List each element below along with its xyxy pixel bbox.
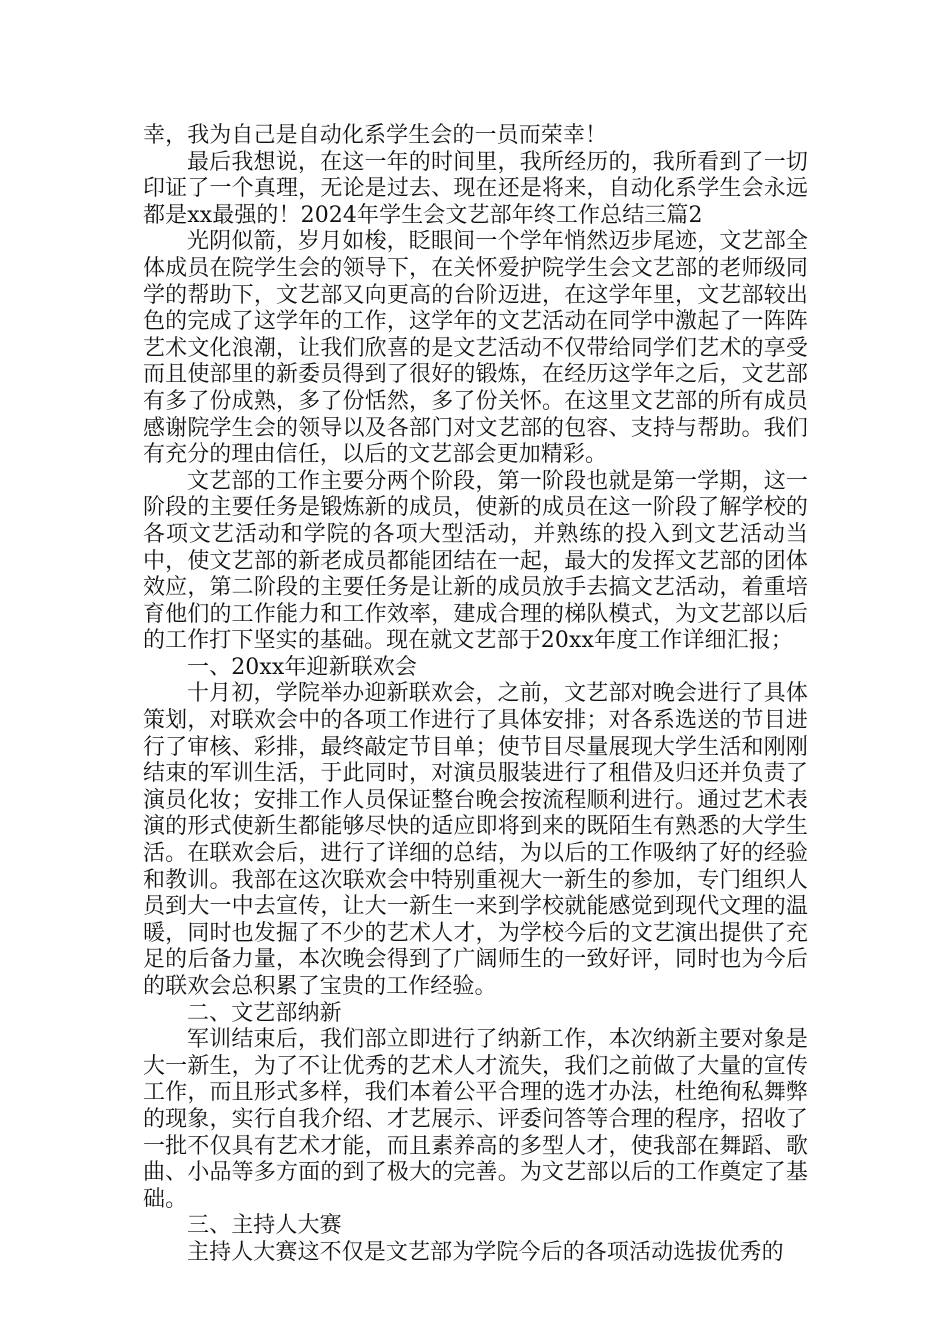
paragraph-work-stages: 文艺部的工作主要分两个阶段，第一阶段也就是第一学期，这一阶段的主要任务是锻炼新的成员，使新的成员在这一阶段了解学校的各项文艺活动和学院的各项大型活动，并熟练的投入到文艺活动当中，使文艺部的新老成员都能团结在一起，最大的发挥文艺部的团体效应，第二阶段的主要任务是让新的成员放手去搞文艺活动，着重培育他们的工作能力和工作效率，建成合理的梯队模式，为文艺部以后的工作打下坚实的基础。现在就文艺部于20xx年度工作详细汇报； (143, 468, 808, 654)
paragraph-intro: 光阴似箭，岁月如梭，眨眼间一个学年悄然迈步尾迹，文艺部全体成员在院学生会的领导下，在关怀爱护院学生会文艺部的老师级同学的帮助下，文艺部又向更高的台阶迈进，在这学年里，文艺部较出色的完成了这学年的工作，这学年的文艺活动在同学中激起了一阵阵艺术文化浪潮，让我们欣喜的是文艺活动不仅带给同学们艺术的享受而且使部里的新委员得到了很好的锻炼，在经历这学年之后，文艺部有多了份成熟，多了份恬然，多了份关怀。在这里文艺部的所有成员感谢院学生会的领导以及各部门对文艺部的包容、支持与帮助。我们有充分的理由信任，以后的文艺部会更加精彩。 (143, 229, 808, 468)
paragraph-closing-remarks: 最后我想说，在这一年的时间里，我所经历的，我所看到了一切印证了一个真理，无论是过去、现在还是将来，自动化系学生会永远都是xx最强的！2024年学生会文艺部年终工作总结三篇2 (143, 149, 808, 228)
section-heading-host-contest: 三、主持人大赛 (187, 1213, 342, 1239)
section-heading-welcome-party: 一、20xx年迎新联欢会 (187, 654, 418, 680)
document-page (143, 123, 808, 1267)
paragraph-recruitment: 军训结束后，我们部立即进行了纳新工作，本次纳新主要对象是大一新生，为了不让优秀的艺术人才流失，我们之前做了大量的宣传工作，而且形式多样，我们本着公平合理的选才办法，杜绝徇私舞弊的现象，实行自我介绍、才艺展示、评委问答等合理的程序，招收了一批不仅具有艺术才能，而且素养高的多型人才，使我部在舞蹈、歌曲、小品等多方面的到了极大的完善。为文艺部以后的工作奠定了基础。 (143, 1027, 808, 1212)
section-heading-recruitment: 二、文艺部纳新 (187, 1000, 342, 1026)
paragraph-host-contest: 主持人大赛这不仅是文艺部为学院今后的各项活动选拔优秀的 (187, 1239, 784, 1265)
paragraph-welcome-party: 十月初，学院举办迎新联欢会，之前，文艺部对晚会进行了具体策划，对联欢会中的各项工作进行了具体安排；对各系选送的节目进行了审核、彩排，最终敲定节目单；使节目尽量展现大学生活和刚刚结束的军训生活，于此同时，对演员服装进行了租借及归还并负责了演员化妆；安排工作人员保证整台晚会按流程顺利进行。通过艺术表演的形式使新生都能够尽快的适应即将到来的既陌生有熟悉的大学生活。在联欢会后，进行了详细的总结，为以后的工作吸纳了好的经验和教训。我部在这次联欢会中特别重视大一新生的参加，专门组织人员到大一中去宣传，让大一新生一来到学校就能感觉到现代文理的温暖，同时也发掘了不少的艺术人才，为学校今后的文艺演出提供了充足的后备力量，本次晚会得到了广阔师生的一致好评，同时也为今后的联欢会总积累了宝贵的工作经验。 (143, 681, 808, 999)
paragraph-continuation: 幸，我为自己是自动化系学生会的一员而荣幸！ (143, 123, 608, 148)
